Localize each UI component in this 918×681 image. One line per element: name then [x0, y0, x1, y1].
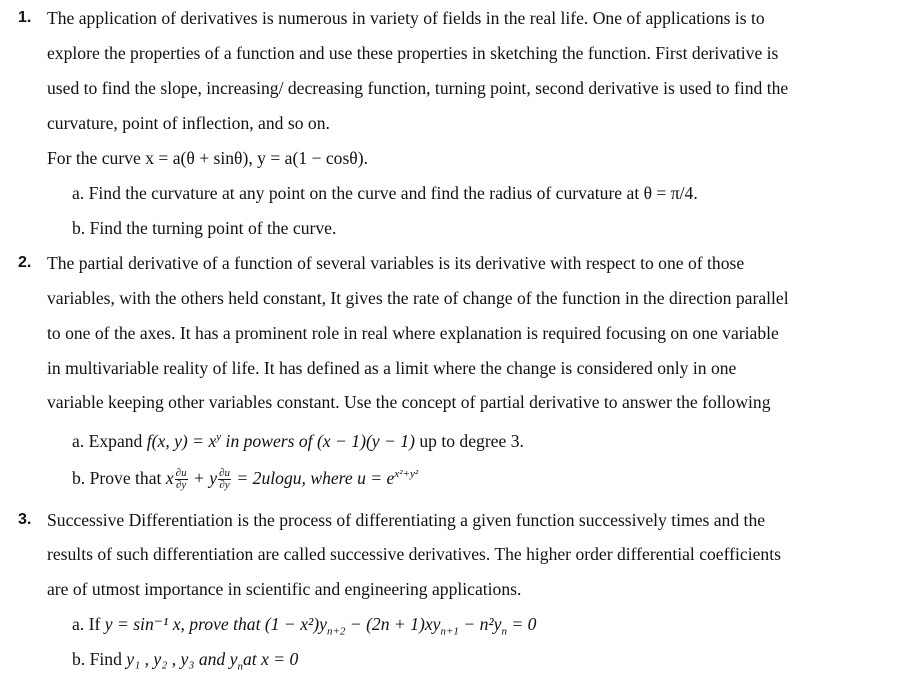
q2-text-line-2: variables, with the others held constant, It gives the rate of change of the function in the direction parallel — [47, 288, 789, 308]
q2-part-a — [72, 425, 524, 453]
q2-text-line-4: in multivariable reality of life. It has defined as a limit where the change is considered only in one — [47, 358, 737, 378]
q1-text-line-3: used to find the slope, increasing/ decreasing function, turning point, second derivative is used to find the — [47, 78, 789, 98]
q2-text-line-5: variable keeping other variables constant. Use the concept of partial derivative to answer the following — [47, 392, 771, 412]
q1-text-line-1: The application of derivatives is numerous in variety of fields in the real life. One of applications is to — [47, 8, 765, 28]
question-number-2: 2. — [18, 254, 32, 271]
q2-text-line-1: The partial derivative of a function of several variables is its derivative with respect to one of those — [47, 253, 745, 273]
q1-text-line-2: explore the properties of a function and use these properties in sketching the function. First derivative is — [47, 43, 779, 63]
question-number-3: 3. — [18, 511, 32, 528]
q2-text-line-3: to one of the axes. It has a prominent role in real where explanation is required focusing on one variable — [47, 323, 779, 343]
q2-part-b-prefix: b. Prove that — [72, 467, 166, 488]
q3-text-line-1: Successive Differentiation is the process of differentiating a given function successively times and the — [47, 510, 766, 530]
q2-part-b — [72, 462, 418, 491]
q3-part-b-expression: y₁ , y₂ , y₃ and $y_nat$ x = 0 — [126, 649, 299, 673]
q2-part-a-suffix: up to degree 3. — [414, 430, 524, 451]
q3-part-b — [72, 647, 298, 679]
q1-part-a: a. Find the curvature at any point on the curve and find the radius of curvature at θ = π/4. — [72, 183, 698, 203]
q2-part-b-equation: x $\frac{\partial u}{\partial y}$ + y $\frac{\partial u}{\partial y}$ = 2ulogu, where $u = e^{x^2+y^2}$ — [165, 467, 419, 492]
q3-part-a-equation: y = sin⁻¹ x, prove that $(1 - x^2)y_{n+2} - (2n + 1)xy_{n+1} - n^2y_n = 0$ — [104, 614, 537, 638]
q3-text-line-2: results of such differentiation are called successive derivatives. The higher order differential coefficients — [47, 544, 781, 564]
q1-part-b: b. Find the turning point of the curve. — [72, 218, 337, 238]
q3-text-line-3: are of utmost importance in scientific and engineering applications. — [47, 579, 522, 599]
q1-text-line-4: curvature, point of inflection, and so on. — [47, 113, 330, 133]
q2-part-a-function: f(x, $y) = x^y$ in powers of (x − 1)(y − 1) — [146, 430, 415, 451]
q1-curve-definition: For the curve x = a(θ + sinθ), y = a(1 − cosθ). — [47, 148, 368, 168]
question-number-1: 1. — [18, 9, 32, 26]
q3-part-b-prefix: b. Find — [72, 649, 127, 669]
q3-part-a — [72, 612, 536, 644]
q2-part-a-prefix: a. Expand — [72, 430, 143, 451]
q3-part-a-prefix: a. If — [72, 614, 105, 634]
